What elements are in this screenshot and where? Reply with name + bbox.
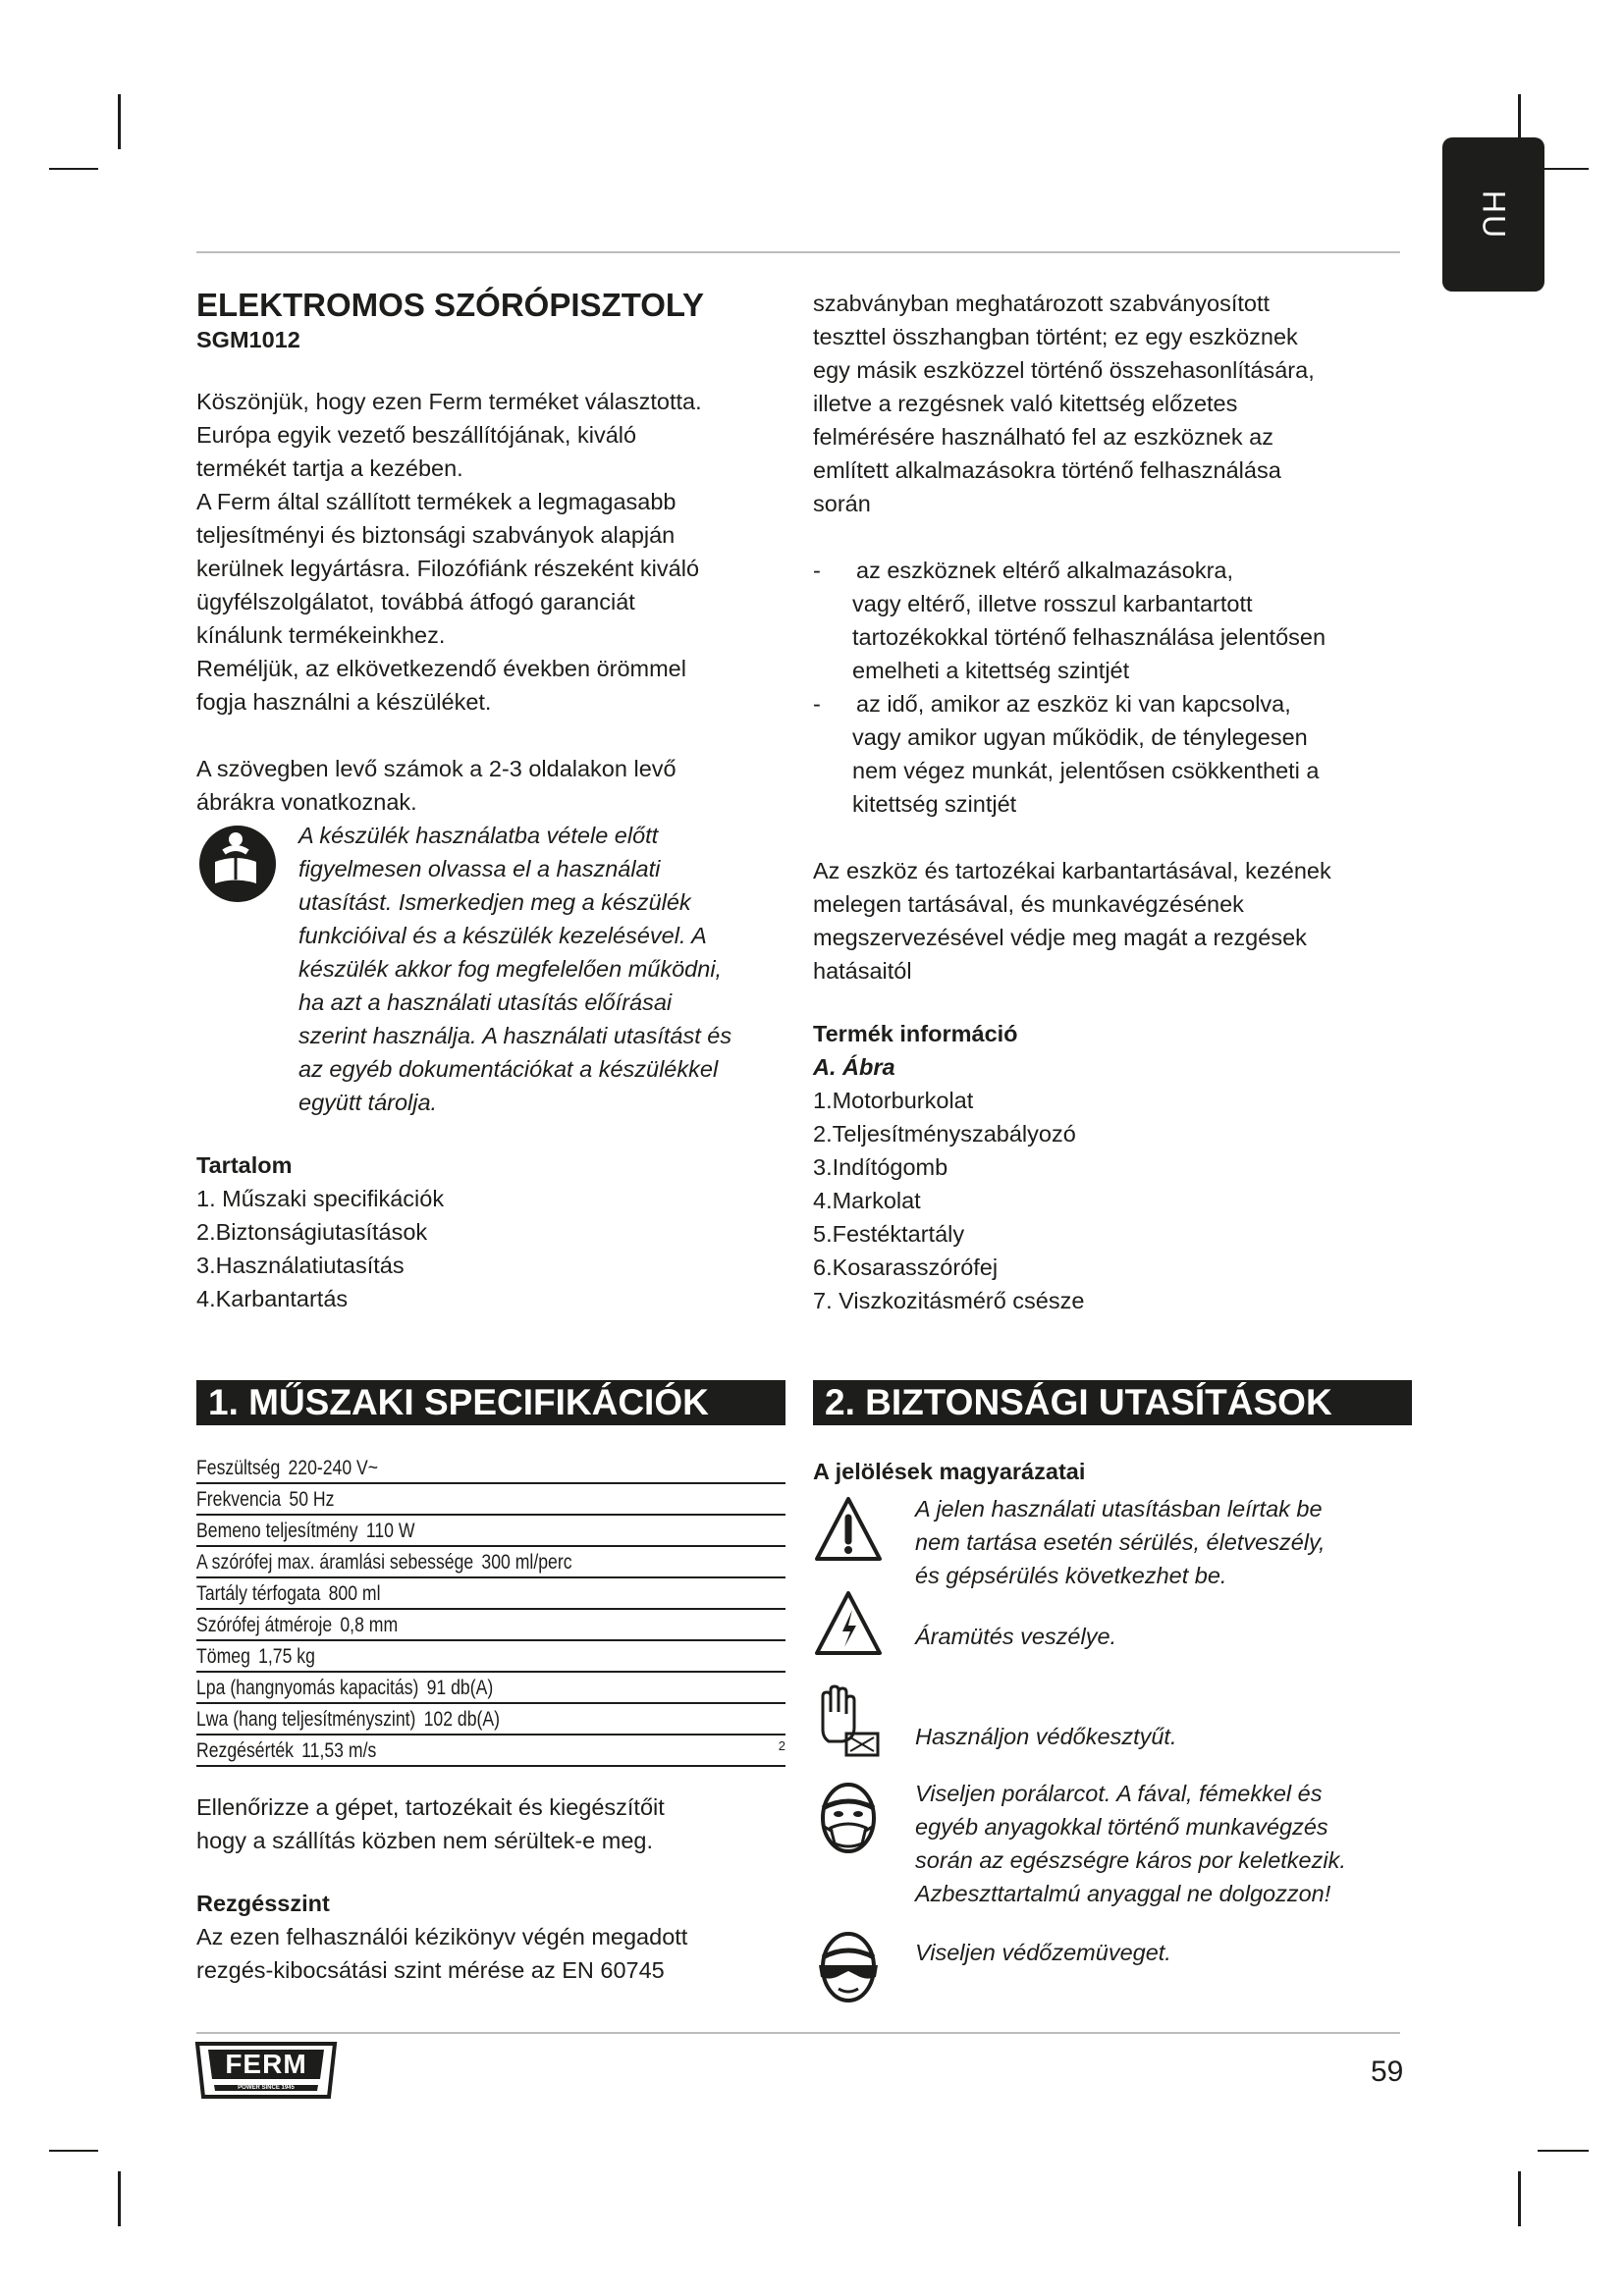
figures-note-line: A szövegben levő számok a 2-3 oldalakon levő <box>196 756 677 781</box>
intro-line: Európa egyik vezető beszállítójának, kiváló <box>196 422 637 448</box>
bullet-line: nem végez munkát, jelentősen csökkentheti a <box>852 758 1320 783</box>
warning-shock-text <box>915 1620 1416 1653</box>
check-paragraph <box>196 1790 665 1857</box>
read-manual-icon <box>196 823 279 905</box>
contents-list <box>196 1182 785 1315</box>
warning-line: Viseljen porálarcot. A fával, fémekkel és <box>915 1781 1323 1806</box>
section-1-heading: 1. MŰSZAKI SPECIFIKÁCIÓK <box>196 1380 785 1425</box>
ferm-logo <box>194 2040 338 2101</box>
warning-goggles-text <box>915 1936 1416 1969</box>
bullet-item <box>813 687 1412 821</box>
vibration-line: említett alkalmazásokra történő felhasználása <box>813 457 1281 483</box>
warning-line: A jelen használati utasításban leírtak be <box>915 1496 1323 1522</box>
warning-line: Használjon védőkesztyűt. <box>915 1724 1177 1749</box>
warning-line: Azbeszttartalmú anyaggal ne dolgozzon! <box>915 1881 1331 1906</box>
read-manual-line: szerint használja. A használati utasítást és <box>298 1023 732 1048</box>
spec-label: Feszültség <box>196 1456 281 1479</box>
spec-value: 50 Hz <box>289 1487 335 1511</box>
crop-mark <box>1518 2171 1521 2226</box>
vibration-line: rezgés-kibocsátási szint mérése az EN 60745 <box>196 1957 665 1983</box>
vibration-line: szabványban meghatározott szabványosított <box>813 291 1271 316</box>
spec-label: Frekvencia <box>196 1487 282 1511</box>
product-part-item: 6.Kosarasszórófej <box>813 1255 999 1280</box>
read-manual-line: A készülék használatba vétele előtt <box>298 823 659 848</box>
vibration-paragraph <box>196 1920 687 1987</box>
warning-line: egyéb anyagokkal történő munkavégzés <box>915 1814 1328 1840</box>
ferm-logo-text: FERM <box>225 2049 307 2079</box>
dust-mask-icon <box>813 1781 884 1859</box>
read-manual-text <box>298 819 785 1119</box>
crop-mark <box>118 94 121 149</box>
page-title: ELEKTROMOS SZÓRÓPISZTOLY <box>196 287 705 323</box>
product-part-item: 1.Motorburkolat <box>813 1088 974 1113</box>
spec-value: 0,8 mm <box>340 1613 399 1636</box>
warning-triangle-icon <box>813 1494 884 1565</box>
spec-row <box>196 1453 785 1484</box>
read-manual-line: az egyéb dokumentációkat a készülékkel <box>298 1056 719 1082</box>
bullet-item <box>813 554 1412 687</box>
spec-value: 102 db(A) <box>423 1707 501 1731</box>
warning-line: Áramütés veszélye. <box>915 1624 1117 1649</box>
bullet-list <box>813 554 1412 821</box>
bullet-dash: - <box>813 558 821 583</box>
bullet-line: emelheti a kitettség szintjét <box>852 658 1130 683</box>
read-manual-line: utasítást. Ismerkedjen meg a készülék <box>298 889 691 915</box>
vibration-heading: Rezgésszint <box>196 1891 330 1916</box>
spec-row <box>196 1673 785 1704</box>
spec-value: 300 ml/perc <box>481 1550 572 1574</box>
intro-line: termékét tartja a kezében. <box>196 455 463 481</box>
contents-item: 3.Használatiutasítás <box>196 1253 405 1278</box>
spec-label: Bemeno teljesítmény <box>196 1519 358 1542</box>
intro-line: Köszönjük, hogy ezen Ferm terméket választotta. <box>196 389 702 414</box>
model-number: SGM1012 <box>196 327 300 352</box>
vibration-line: illetve a rezgésnek való kitettség előzetes <box>813 391 1238 416</box>
spec-row <box>196 1578 785 1610</box>
intro-line: A Ferm által szállított termékek a legmagasabb <box>196 489 677 514</box>
spec-value: 110 W <box>365 1519 415 1542</box>
spec-label: Tömeg <box>196 1644 250 1668</box>
product-part-item: 3.Indítógomb <box>813 1154 948 1180</box>
figures-note-line: ábrákra vonatkoznak. <box>196 789 417 815</box>
spec-superscript: 2 <box>778 1738 785 1753</box>
spec-value: 220-240 V~ <box>288 1456 379 1479</box>
section-2-heading: 2. BIZTONSÁGI UTASÍTÁSOK <box>813 1380 1412 1425</box>
product-info-heading: Termék információ <box>813 1021 1018 1046</box>
read-manual-line: együtt tárolja. <box>298 1090 438 1115</box>
spec-table <box>196 1453 785 1767</box>
warning-mask-text <box>915 1777 1416 1910</box>
spec-value: 91 db(A) <box>426 1676 494 1699</box>
warning-line: és gépsérülés következhet be. <box>915 1563 1227 1588</box>
figure-label: A. Ábra <box>813 1054 895 1080</box>
protection-line: hatásaitól <box>813 958 912 984</box>
protection-line: megszervezésével védje meg magát a rezgések <box>813 925 1307 950</box>
page-number: 59 <box>1371 2056 1404 2088</box>
right-column <box>813 287 1412 1317</box>
vibration-line: felmérésére használható fel az eszköznek az <box>813 424 1273 450</box>
product-part-item: 4.Markolat <box>813 1188 921 1213</box>
warning-line: során az egészségre káros por keletkezik. <box>915 1847 1346 1873</box>
product-part-item: 7. Viszkozitásmérő csésze <box>813 1288 1085 1313</box>
warning-gloves-text <box>915 1720 1416 1753</box>
protection-line: Az eszköz és tartozékai karbantartásával, kezének <box>813 858 1331 883</box>
bullet-line: az idő, amikor az eszköz ki van kapcsolva, <box>856 691 1291 717</box>
protection-line: melegen tartásával, és munkavégzésének <box>813 891 1244 917</box>
bullet-line: vagy eltérő, illetve rosszul karbantartott <box>852 591 1253 616</box>
intro-line: kerülnek legyártásra. Filozófiánk részeként kiváló <box>196 556 700 581</box>
crop-mark <box>49 2150 98 2152</box>
spec-label: Lpa (hangnyomás kapacitás) <box>196 1676 419 1699</box>
contents-item: 2.Biztonságiutasítások <box>196 1219 428 1245</box>
intro-paragraph <box>196 385 785 719</box>
spec-row <box>196 1547 785 1578</box>
product-part-item: 2.Teljesítményszabályozó <box>813 1121 1076 1147</box>
warning-line: Viseljen védőzemüveget. <box>915 1940 1171 1965</box>
protection-paragraph <box>813 854 1412 988</box>
vibration-line: teszttel összhangban történt; ez egy eszköznek <box>813 324 1298 349</box>
read-manual-line: figyelmesen olvassa el a használati <box>298 856 661 881</box>
intro-line: Reméljük, az elkövetkezendő években örömmel <box>196 656 686 681</box>
footer-rule <box>196 2032 1400 2034</box>
bullet-line: tartozékokkal történő felhasználása jelentősen <box>852 624 1326 650</box>
read-manual-line: ha azt a használati utasítás előírásai <box>298 989 673 1015</box>
spec-label: Tartály térfogata <box>196 1581 321 1605</box>
intro-line: kínálunk termékeinkhez. <box>196 622 446 648</box>
contents-item: 1. Műszaki specifikációk <box>196 1186 445 1211</box>
contents-heading: Tartalom <box>196 1152 293 1178</box>
figures-note <box>196 752 785 819</box>
crop-mark <box>49 168 98 170</box>
gloves-icon <box>813 1682 884 1757</box>
bullet-line: az eszköznek eltérő alkalmazásokra, <box>856 558 1234 583</box>
spec-row <box>196 1735 785 1767</box>
left-column <box>196 287 785 1315</box>
spec-row <box>196 1704 785 1735</box>
product-parts-list <box>813 1084 1412 1317</box>
safety-goggles-icon <box>813 1928 884 2006</box>
bullet-line: vagy amikor ugyan működik, de ténylegesen <box>852 724 1308 750</box>
vibration-line: Az ezen felhasználói kézikönyv végén megadott <box>196 1924 688 1949</box>
read-manual-line: készülék akkor fog megfelelően működni, <box>298 956 723 982</box>
crop-mark <box>1538 2150 1589 2152</box>
spec-row <box>196 1641 785 1673</box>
spec-value: 1,75 kg <box>258 1644 315 1668</box>
spec-label: Rezgésérték <box>196 1738 294 1762</box>
contents-item: 4.Karbantartás <box>196 1286 349 1311</box>
spec-label: Szórófej átméroje <box>196 1613 333 1636</box>
warning-general-text <box>915 1492 1416 1592</box>
electric-shock-icon <box>813 1588 884 1659</box>
crop-mark <box>1538 168 1589 170</box>
spec-label: Lwa (hang teljesítményszint) <box>196 1707 416 1731</box>
ferm-logo-tagline: POWER SINCE 1945 <box>238 2085 295 2091</box>
bullet-dash: - <box>813 691 821 717</box>
symbols-heading: A jelölések magyarázatai <box>813 1459 1086 1484</box>
spec-value: 11,53 m/s <box>301 1738 377 1762</box>
spec-value: 800 ml <box>328 1581 381 1605</box>
read-manual-line: funkcióival és a készülék kezelésével. A <box>298 923 707 948</box>
language-tab-label: HU <box>1476 189 1512 240</box>
vibration-line: egy másik eszközzel történő összehasonlítására, <box>813 357 1315 383</box>
vibration-continued <box>813 287 1412 520</box>
spec-row <box>196 1610 785 1641</box>
language-tab <box>1442 137 1544 292</box>
intro-line: ügyfélszolgálatot, továbbá átfogó garanciát <box>196 589 635 614</box>
spec-row <box>196 1484 785 1516</box>
product-part-item: 5.Festéktartály <box>813 1221 965 1247</box>
bullet-line: kitettség szintjét <box>852 791 1017 817</box>
intro-line: fogja használni a készüléket. <box>196 689 492 715</box>
warning-line: nem tartása esetén sérülés, életveszély, <box>915 1529 1326 1555</box>
crop-mark <box>118 2171 121 2226</box>
check-line: hogy a szállítás közben nem sérültek-e meg. <box>196 1828 654 1853</box>
intro-line: teljesítményi és biztonsági szabványok alapján <box>196 522 676 548</box>
header-rule <box>196 251 1400 253</box>
vibration-line: során <box>813 491 871 516</box>
spec-row <box>196 1516 785 1547</box>
spec-label: A szórófej max. áramlási sebessége <box>196 1550 474 1574</box>
check-line: Ellenőrizze a gépet, tartozékait és kiegészítőit <box>196 1794 665 1820</box>
